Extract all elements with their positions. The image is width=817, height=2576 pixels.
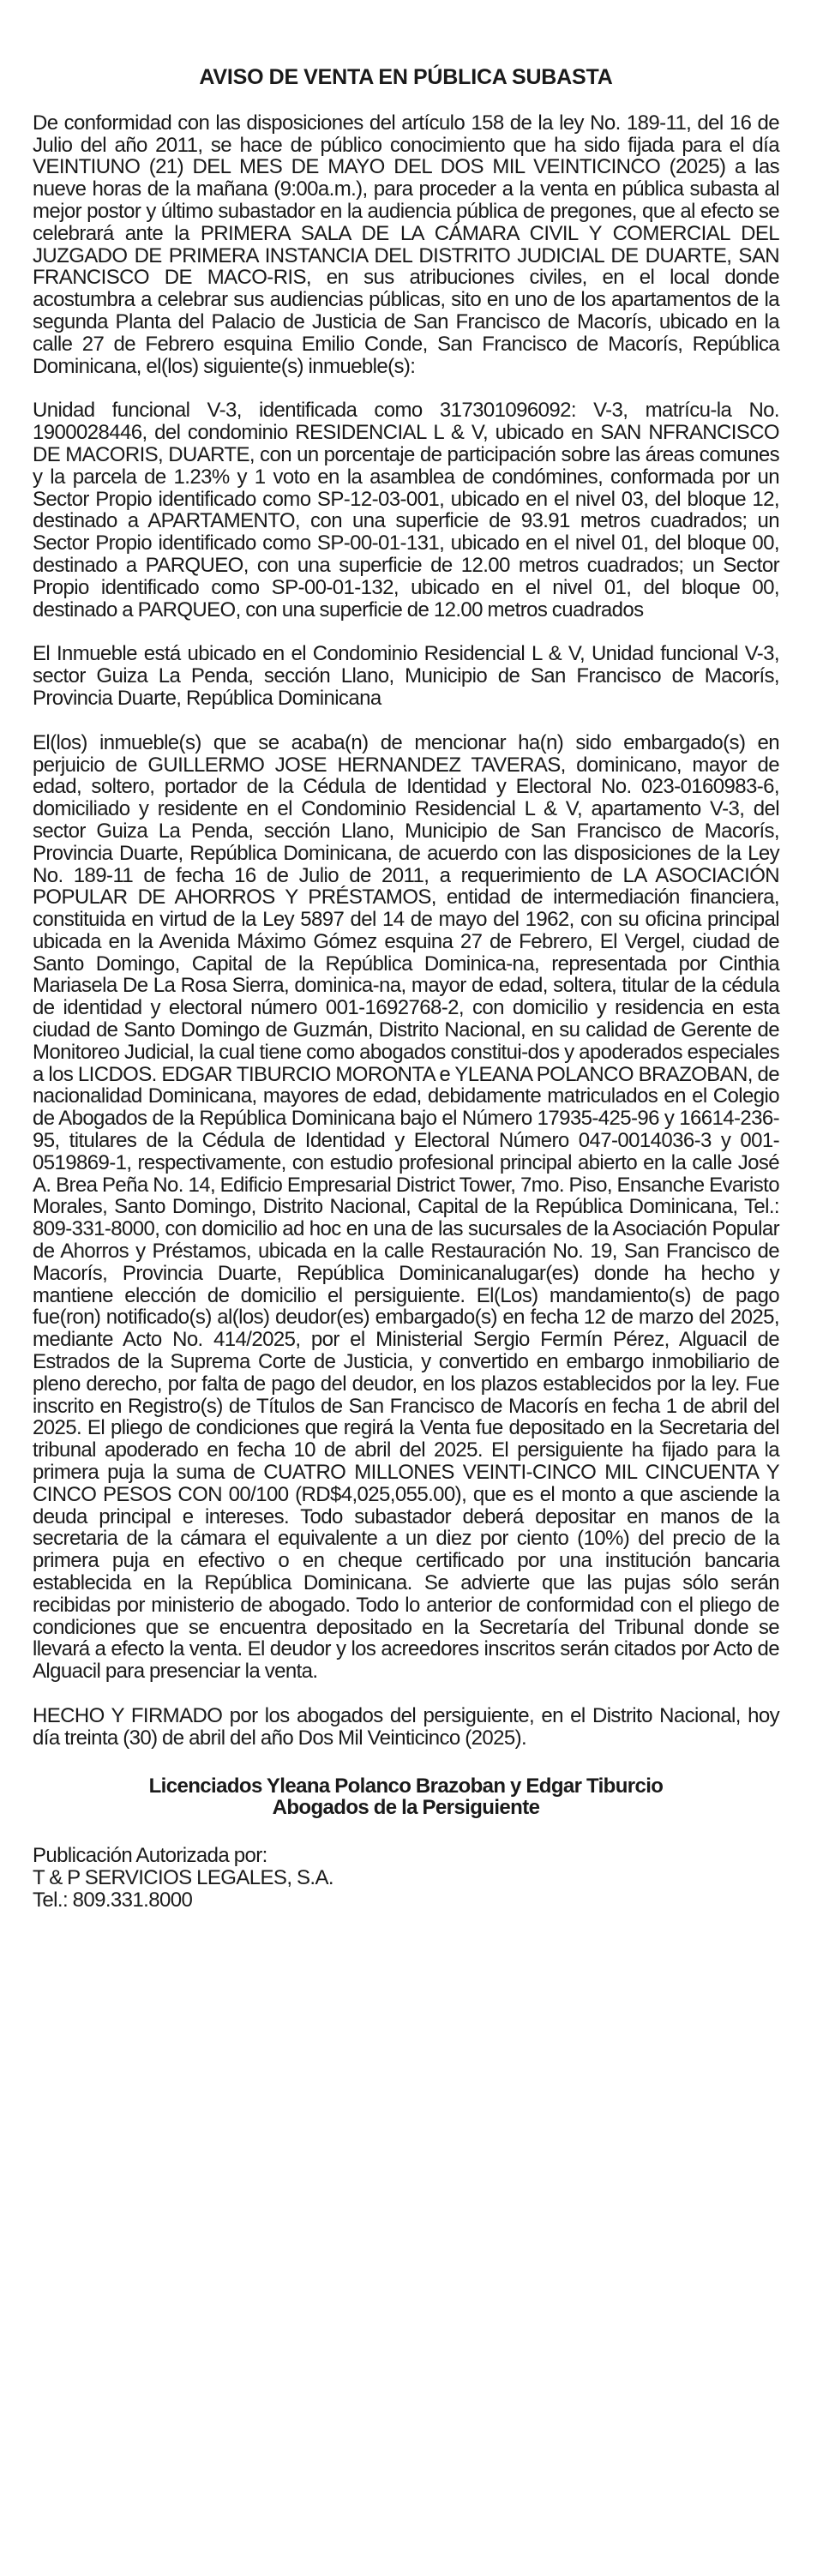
- notice-paragraph-location: El Inmueble está ubicado en el Condominio Residencial L & V, Unidad funcional V-3, sector Guiza La Penda, sección Llano, Municipio de San Francisco de Macorís, Provincia Duarte, República Dominicana: [33, 642, 779, 710]
- signature-role: Abogados de la Persiguiente: [272, 1796, 540, 1820]
- publication-company: T & P SERVICIOS LEGALES, S.A.: [33, 1865, 333, 1889]
- notice-paragraph-property: Unidad funcional V-3, identificada como 317301096092: V-3, matrícu-la No. 1900028446, del condominio RESIDENCIAL L & V, ubicado en SAN NFRANCISCO DE MACORIS, DUARTE, con un porcentaje de participación sobre las áreas comunes y la parcela de 1.23% y 1 voto en la asamblea de condómines, conformada por un Sector Propio identificado como SP-12-03-001, ubicado en el nivel 03, del bloque 12, destinado a APARTAMENTO, con una superficie de 93.91 metros cuadrados; un Sector Propio identificado como SP-00-01-131, ubicado en el nivel 01, del bloque 00, destinado a PARQUEO, con una superficie de 12.00 metros cuadrados; un Sector Propio identificado como SP-00-01-132, ubicado en el nivel 01, del bloque 00, destinado a PARQUEO, con una superficie de 12.00 metros cuadrados: [33, 399, 779, 621]
- notice-title: AVISO DE VENTA EN PÚBLICA SUBASTA: [199, 65, 613, 89]
- publication-phone: Tel.: 809.331.8000: [33, 1888, 193, 1912]
- signature-block: [33, 1775, 779, 1820]
- publication-block: [33, 1845, 779, 1911]
- publication-label: Publicación Autorizada por:: [33, 1844, 267, 1868]
- notice-paragraph-seizure: El(los) inmueble(s) que se acaba(n) de mencionar ha(n) sido embargado(s) en perjuicio de GUILLERMO JOSE HERNANDEZ TAVERAS, dominicano, mayor de edad, soltero, portador de la Cédula de Identidad y Electoral No. 023-0160983-6, domiciliado y residente en el Condominio Residencial L & V, apartamento V-3, del sector Guiza La Penda, sección Llano, Municipio de San Francisco de Macorís, Provincia Duarte, República Dominicana, de acuerdo con las disposiciones de la Ley No. 189-11 de fecha 16 de Julio de 2011, a requerimiento de LA ASOCIACIÓN POPULAR DE AHORROS Y PRÉSTAMOS, entidad de intermediación financiera, constituida en virtud de la Ley 5897 del 14 de mayo del 1962, con su oficina principal ubicada en la Avenida Máximo Gómez esquina 27 de Febrero, El Vergel, ciudad de Santo Domingo, Capital de la República Dominica-na, representada por Cinthia Mariasela De La Rosa Sierra, dominica-na, mayor de edad, soltera, titular de la cédula de identidad y electoral número 001-1692768-2, con domicilio y residencia en esta ciudad de Santo Domingo de Guzmán, Distrito Nacional, en su calidad de Gerente de Monitoreo Judicial, la cual tiene como abogados constitui-dos y apoderados especiales a los LICDOS. EDGAR TIBURCIO MORONTA e YLEANA POLANCO BRAZOBAN, de nacionalidad Dominicana, mayores de edad, debidamente matriculados en el Colegio de Abogados de la República Dominicana bajo el Número 17935-425-96 y 16614-236-95, titulares de la Cédula de Identidad y Electoral Número 047-0014036-3 y 001-0519869-1, respectivamente, con estudio profesional principal abierto en la calle José A. Brea Peña No. 14, Edificio Empresarial District Tower, 7mo. Piso, Ensanche Evaristo Morales, Santo Domingo, Distrito Nacional, Capital de la República Dominicana, Tel.: 809-331-8000, con domicilio ad hoc en una de las sucursales de la Asociación Popular de Ahorros y Préstamos, ubicada en la calle Restauración No. 19, San Francisco de Macorís, Provincia Duarte, República Dominicanalugar(es) donde ha hecho y mantiene elección de domicilio el persiguiente. El(Los) mandamiento(s) de pago fue(ron) notificado(s) al(los) deudor(es) embargado(s) en fecha 12 de marzo del 2025, mediante Acto No. 414/2025, por el Ministerial Sergio Fermín Pérez, Alguacil de Estrados de la Suprema Corte de Justicia, y convertido en embargo inmobiliario de pleno derecho, por falta de pago del deudor, en los plazos establecidos por la ley. Fue inscrito en Registro(s) de Títulos de San Francisco de Macorís en fecha 1 de abril del 2025. El pliego de condiciones que regirá la Venta fue depositado en la Secretaria del tribunal apoderado en fecha 10 de abril del 2025. El persiguiente ha fijado para la primera puja la suma de CUATRO MILLONES VEINTI-CINCO MIL CINCUENTA Y CINCO PESOS CON 00/100 (RD$4,025,055.00), que es el monto a que asciende la deuda principal e intereses. Todo subastador deberá depositar en manos de la secretaria de la cámara el equivalente a un diez por ciento (10%) del precio de la primera puja en efectivo o en cheque certificado por una institución bancaria establecida en la República Dominicana. Se advierte que las pujas sólo serán recibidas por ministerio de abogado. Todo lo anterior de conformidad con el pliego de condiciones que se encuentra depositado en la Secretaría del Tribunal donde se llevará a efecto la venta. El deudor y los acreedores inscritos serán citados por Acto de Alguacil para presenciar la venta.: [33, 730, 779, 1684]
- notice-paragraph-signed: HECHO Y FIRMADO por los abogados del persiguiente, en el Distrito Nacional, hoy día treinta (30) de abril del año Dos Mil Veinticinco (2025).: [33, 1703, 779, 1750]
- signature-names: Licenciados Yleana Polanco Brazoban y Edgar Tiburcio: [148, 1774, 664, 1798]
- notice-paragraph-sale-date: De conformidad con las disposiciones del artículo 158 de la ley No. 189-11, del 16 de Julio del año 2011, se hace de público conocimiento que ha sido fijada para el día VEINTIUNO (21) DEL MES DE MAYO DEL DOS MIL VEINTICINCO (2025) a las nueve horas de la mañana (9:00a.m.), para proceder a la venta en pública subasta al mejor postor y último subastador en la audiencia pública de pregones, que al efecto se celebrará ante la PRIMERA SALA DE LA CÁMARA CIVIL Y COMERCIAL DEL JUZGADO DE PRIMERA INSTANCIA DEL DISTRITO JUDICIAL DE DUARTE, SAN FRANCISCO DE MACO-RIS, en sus atribuciones civiles, en el local donde acostumbra a celebrar sus audiencias públicas, sito en uno de los apartamentos de la segunda Planta del Palacio de Justicia de San Francisco de Macorís, ubicado en la calle 27 de Febrero esquina Emilio Conde, San Francisco de Macorís, República Dominicana, el(los) siguiente(s) inmueble(s):: [33, 111, 779, 378]
